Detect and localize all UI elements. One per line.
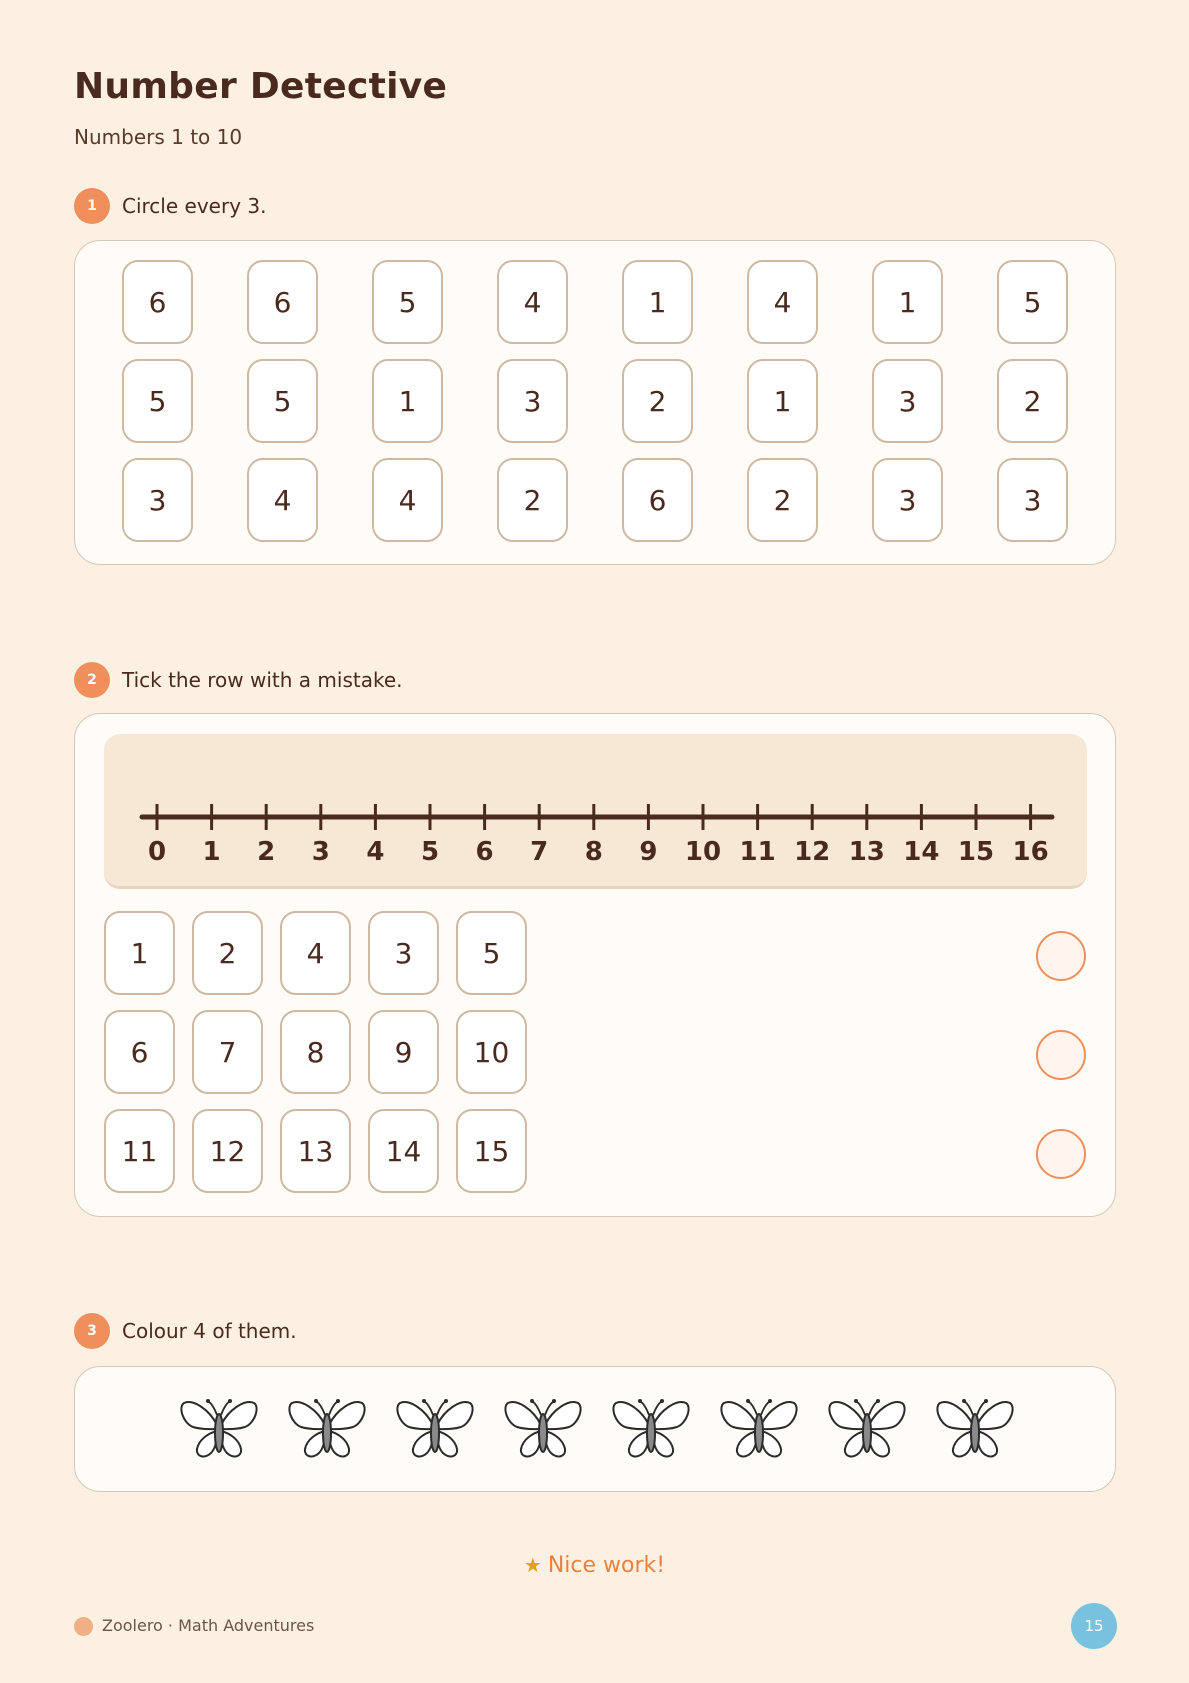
sequence-row (104, 911, 544, 995)
number-tile[interactable]: 5 (372, 260, 443, 344)
sequence-tile: 3 (368, 911, 439, 995)
number-tile[interactable]: 4 (747, 260, 818, 344)
number-tile[interactable]: 2 (622, 359, 693, 443)
number-tile[interactable]: 2 (997, 359, 1068, 443)
sequence-tile: 10 (456, 1010, 527, 1094)
sequence-tile: 14 (368, 1109, 439, 1193)
number-line-label: 16 (1012, 837, 1049, 867)
butterfly-row (179, 1395, 1015, 1463)
sequence-tile: 4 (280, 911, 351, 995)
number-line-label: 11 (739, 837, 776, 867)
number-tile[interactable]: 6 (122, 260, 193, 344)
sequence-tile: 11 (104, 1109, 175, 1193)
question-2-instruction: Tick the row with a mistake. (122, 668, 403, 692)
number-line-panel (104, 734, 1087, 889)
number-tile[interactable]: 4 (247, 458, 318, 542)
number-tile[interactable]: 1 (372, 359, 443, 443)
butterfly-icon[interactable] (395, 1395, 475, 1463)
number-line-label: 3 (311, 837, 330, 867)
number-tile[interactable]: 5 (122, 359, 193, 443)
tick-circle-row-1[interactable] (1036, 931, 1086, 981)
butterfly-icon[interactable] (611, 1395, 691, 1463)
question-number-badge: 1 (74, 188, 110, 224)
number-tile[interactable]: 2 (497, 458, 568, 542)
question-2-header (74, 662, 403, 698)
butterfly-icon[interactable] (179, 1395, 259, 1463)
page-title: Number Detective (74, 66, 448, 107)
number-tile[interactable]: 2 (747, 458, 818, 542)
sequence-row (104, 1109, 544, 1193)
sequence-tile: 8 (280, 1010, 351, 1094)
number-line-label: 1 (202, 837, 221, 867)
butterfly-icon[interactable] (935, 1395, 1015, 1463)
number-tile[interactable]: 3 (497, 359, 568, 443)
question-number-badge: 3 (74, 1313, 110, 1349)
number-line-label: 7 (530, 837, 549, 867)
sequence-tile: 15 (456, 1109, 527, 1193)
sequence-tile: 9 (368, 1010, 439, 1094)
number-tile[interactable]: 1 (872, 260, 943, 344)
number-tile-grid (122, 260, 1068, 557)
number-line-label: 8 (584, 837, 603, 867)
sequence-tile: 1 (104, 911, 175, 995)
number-tile[interactable]: 6 (622, 458, 693, 542)
number-tile[interactable]: 3 (872, 359, 943, 443)
number-line-label: 9 (639, 837, 658, 867)
number-line-label: 0 (147, 837, 167, 867)
question-3-card (74, 1366, 1116, 1492)
sequence-tile: 13 (280, 1109, 351, 1193)
sequence-tile: 2 (192, 911, 263, 995)
question-3-instruction: Colour 4 of them. (122, 1319, 297, 1343)
tick-circle-row-3[interactable] (1036, 1129, 1086, 1179)
number-tile[interactable]: 1 (622, 260, 693, 344)
number-line-label: 4 (366, 837, 385, 867)
page-number-badge: 15 (1071, 1603, 1117, 1649)
number-line-label: 15 (957, 837, 995, 867)
number-tile[interactable]: 5 (997, 260, 1068, 344)
number-tile[interactable]: 3 (122, 458, 193, 542)
praise-banner (0, 1553, 1189, 1578)
sequence-tile: 6 (104, 1010, 175, 1094)
praise-text: Nice work! (547, 1553, 666, 1578)
tick-circle-row-2[interactable] (1036, 1030, 1086, 1080)
sequence-rows (104, 911, 544, 1208)
sequence-tile: 7 (192, 1010, 263, 1094)
number-line-label: 13 (848, 837, 885, 867)
page-subtitle: Numbers 1 to 10 (74, 125, 243, 149)
number-line-label: 6 (475, 837, 494, 867)
number-line-label: 2 (257, 837, 276, 867)
star-icon: ★ (523, 1553, 542, 1577)
sequence-row (104, 1010, 544, 1094)
question-number-badge: 2 (74, 662, 110, 698)
question-1-header (74, 188, 266, 224)
question-1-card (74, 240, 1116, 565)
number-tile[interactable]: 1 (747, 359, 818, 443)
number-line-label: 5 (420, 837, 440, 867)
butterfly-icon[interactable] (503, 1395, 583, 1463)
brand-dot-icon (74, 1617, 93, 1636)
number-line-label: 10 (684, 837, 722, 867)
number-tile[interactable]: 4 (372, 458, 443, 542)
tile-row (122, 458, 1068, 542)
footer-brand: Zoolero · Math Adventures (102, 1616, 315, 1635)
question-2-card (74, 713, 1116, 1217)
number-tile[interactable]: 4 (497, 260, 568, 344)
butterfly-icon[interactable] (719, 1395, 799, 1463)
number-line-label: 14 (903, 837, 940, 867)
number-tile[interactable]: 6 (247, 260, 318, 344)
question-1-instruction: Circle every 3. (122, 194, 267, 218)
number-line-label: 12 (794, 837, 831, 867)
sequence-tile: 5 (456, 911, 527, 995)
butterfly-icon[interactable] (827, 1395, 907, 1463)
tile-row (122, 359, 1068, 443)
question-3-header (74, 1313, 297, 1349)
number-tile[interactable]: 3 (872, 458, 943, 542)
butterfly-icon[interactable] (287, 1395, 367, 1463)
number-tile[interactable]: 5 (247, 359, 318, 443)
number-line (104, 734, 1087, 889)
tile-row (122, 260, 1068, 344)
sequence-tile: 12 (192, 1109, 263, 1193)
number-tile[interactable]: 3 (997, 458, 1068, 542)
